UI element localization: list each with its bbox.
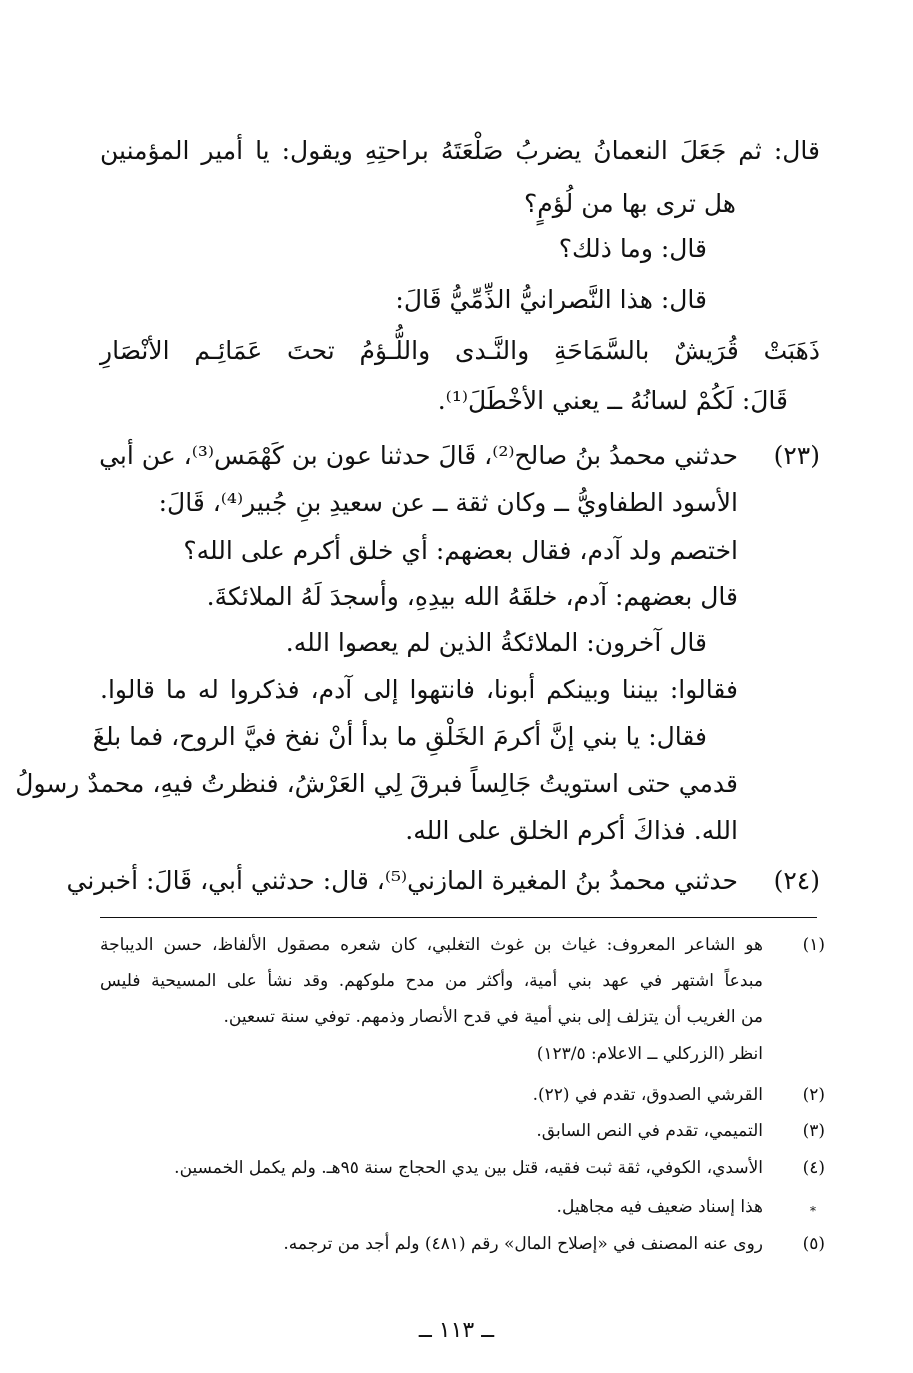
footnote-4: الأسدي، الكوفي، ثقة ثبت فقيه، قتل بين يدي الحجاج سنة ٩٥هـ. ولم يكمل الخمسين.	[174, 1158, 763, 1178]
footnote-4-note: هذا إسناد ضعيف فيه مجاهيل.	[556, 1197, 763, 1217]
footnote-2: القرشي الصدوق، تقدم في (٢٢).	[532, 1085, 763, 1105]
footnote-number-5: (٥)	[802, 1234, 825, 1254]
footnote-3: التميمي، تقدم في النص السابق.	[536, 1121, 763, 1141]
poetry-verse: ذَهَبَتْ قُرَيشٌ بالسَّمَاحَةِ والنَّـدى واللُّـؤمُ تحتَ عَمَائِـم الأنْصَارِ	[100, 336, 820, 365]
text-line-1: قال: ثم جَعَلَ النعمانُ يضربُ صَلْعَتَهُ براحتِهِ ويقول: يا أمير المؤمنين	[100, 136, 820, 165]
entry-number-24: (٢٤)	[773, 866, 820, 895]
text-line-2: هل ترى بها من لُؤمٍ؟	[523, 189, 736, 218]
text-line-6: قَالَ: لَكُمْ لسانُهُ ــ يعني الأخْطَلَ⁽¹⁾.	[437, 386, 788, 415]
footnote-1-line-4: انظر (الزركلي ــ الاعلام: ١٢٣/٥)	[536, 1044, 763, 1064]
asterisk-marker: *	[810, 1204, 816, 1218]
text-line-7: حدثني محمدُ بنُ صالح⁽²⁾، قَالَ حدثنا عون بن كَهْمَس⁽³⁾، عن أبي	[99, 441, 738, 470]
page-number: ــ ١١٣ ــ	[418, 1318, 495, 1343]
footnote-number-4: (٤)	[802, 1158, 825, 1178]
text-line-14: قدمي حتى استويتُ جَالِساً فبرقَ لِي العَرْشُ، فنظرتُ فيهِ، محمدٌ رسولُ	[15, 769, 738, 798]
footnote-1-line-1: هو الشاعر المعروف: غياث بن غوث التغلبي، كان شعره مصقول الألفاظ، حسن الديباجة	[100, 935, 763, 955]
text-line-3: قال: وما ذلك؟	[558, 234, 707, 263]
text-line-9: اختصم ولد آدم، فقال بعضهم: أي خلق أكرم على الله؟	[183, 536, 738, 565]
footnote-number-2: (٢)	[802, 1085, 825, 1105]
footnote-separator	[100, 917, 817, 918]
footnote-number-1: (١)	[802, 935, 825, 955]
text-line-12: فقالوا: بيننا وبينكم أبونا، فانتهوا إلى آدم، فذكروا له ما قالوا.	[100, 675, 738, 704]
footnote-1-line-2: مبدعاً اشتهر في عهد بني أمية، وأكثر من مدح ملوكهم. وقد نشأ على المسيحية فليس	[100, 971, 763, 991]
text-line-10: قال بعضهم: آدم، خلقَهُ الله بيدِهِ، وأسجدَ لَهُ الملائكةَ.	[206, 582, 738, 611]
text-line-13: فقال: يا بني إنَّ أكرمَ الخَلْقِ ما بدأ أنْ نفخ فيَّ الروح، فما بلغَ	[92, 722, 707, 751]
footnote-5: روى عنه المصنف في «إصلاح المال» رقم (٤٨١) ولم أجد من ترجمه.	[283, 1234, 763, 1254]
text-line-15: الله. فذاكَ أكرم الخلق على الله.	[405, 816, 738, 845]
footnote-number-3: (٣)	[802, 1121, 825, 1141]
text-line-16: حدثني محمدُ بنُ المغيرة المازني⁽⁵⁾، قال: حدثني أبي، قَالَ: أخبرني	[66, 866, 738, 895]
footnote-1-line-3: من الغريب أن يتزلف إلى بني أمية في قدح الأنصار وذمهم. توفي سنة تسعين.	[223, 1007, 763, 1027]
text-line-4: قال: هذا النَّصرانيُّ الذِّمِّيُّ قَالَ:	[395, 285, 707, 314]
text-line-11: قال آخرون: الملائكةُ الذين لم يعصوا الله.	[285, 628, 707, 657]
text-line-8: الأسود الطفاويُّ ــ وكان ثقة ــ عن سعيدِ بنِ جُبير⁽⁴⁾، قَالَ:	[158, 488, 738, 517]
entry-number-23: (٢٣)	[773, 441, 820, 470]
